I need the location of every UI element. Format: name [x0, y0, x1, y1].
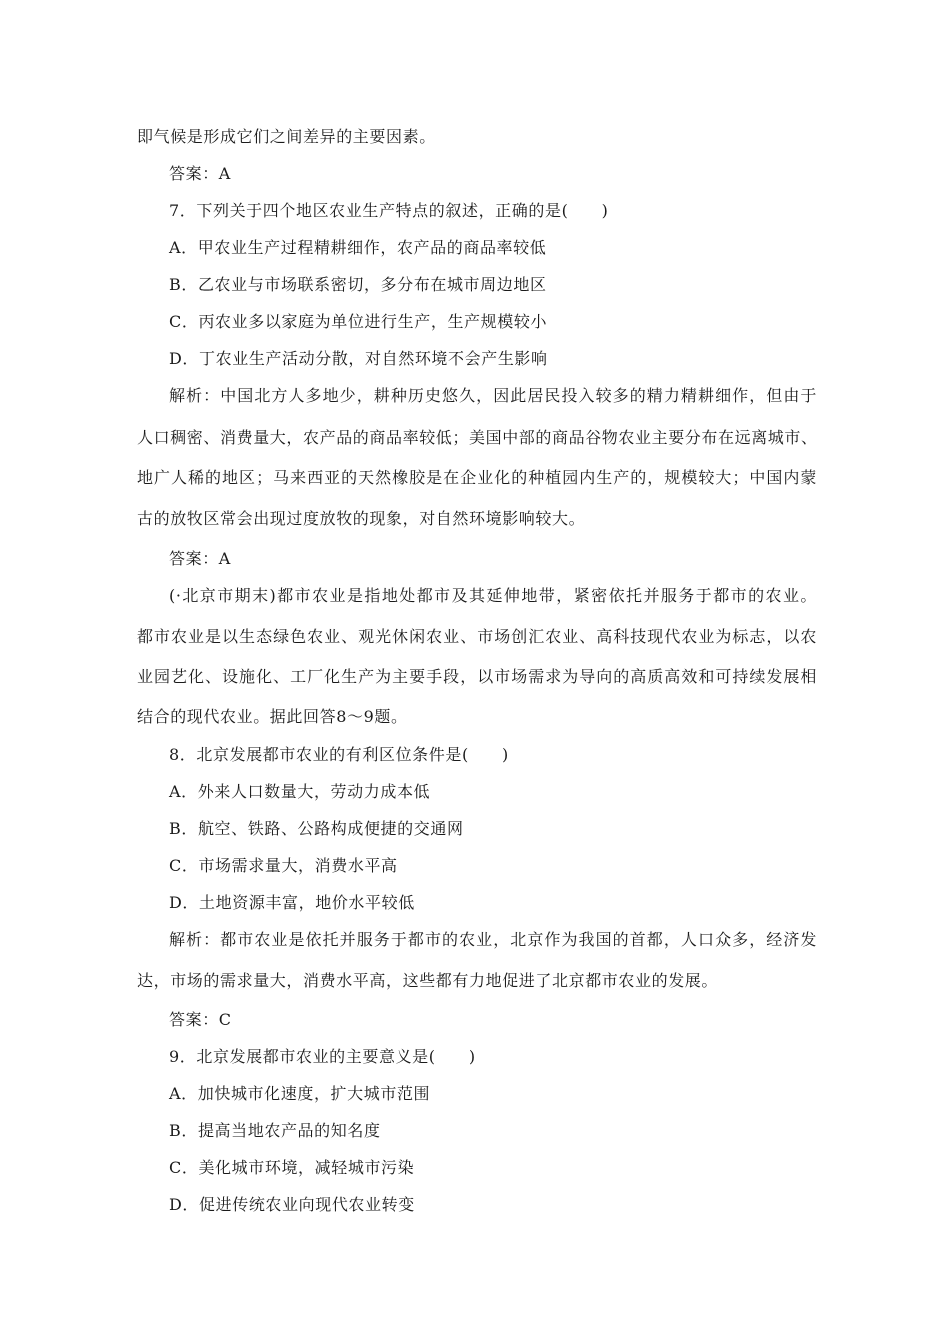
- q9-option-c: C．美化城市环境，减轻城市污染: [169, 1158, 415, 1177]
- passage-line-1: (·北京市期末)都市农业是指地处都市及其延伸地带，紧密依托并服务于都市的农业。: [169, 586, 817, 605]
- answer-6: 答案：A: [169, 164, 231, 183]
- q7-option-c: C．丙农业多以家庭为单位进行生产，生产规模较小: [169, 312, 548, 331]
- question-7: 7．下列关于四个地区农业生产特点的叙述，正确的是( ): [169, 201, 609, 220]
- q9-option-b: B．提高当地农产品的知名度: [169, 1121, 381, 1140]
- q7-option-a: A．甲农业生产过程精耕细作，农产品的商品率较低: [169, 238, 547, 257]
- question-9: 9．北京发展都市农业的主要意义是( ): [169, 1047, 476, 1066]
- answer-7: 答案：A: [169, 549, 231, 568]
- q8-option-d: D．土地资源丰富，地价水平较低: [169, 893, 415, 912]
- q7-analysis-line-2: 人口稠密、消费量大，农产品的商品率较低；美国中部的商品谷物农业主要分布在远离城市、: [137, 428, 818, 447]
- text-line-continuation: 即气候是形成它们之间差异的主要因素。: [137, 127, 436, 146]
- q7-option-b: B．乙农业与市场联系密切，多分布在城市周边地区: [169, 275, 547, 294]
- q8-analysis-line-2: 达，市场的需求量大，消费水平高，这些都有力地促进了北京都市农业的发展。: [137, 971, 719, 990]
- q8-option-b: B．航空、铁路、公路构成便捷的交通网: [169, 819, 464, 838]
- q7-option-d: D．丁农业生产活动分散，对自然环境不会产生影响: [169, 349, 548, 368]
- passage-line-4: 结合的现代农业。据此回答8～9题。: [137, 707, 408, 726]
- passage-line-3: 业园艺化、设施化、工厂化生产为主要手段，以市场需求为导向的高质高效和可持续发展相: [137, 667, 817, 686]
- question-8: 8．北京发展都市农业的有利区位条件是( ): [169, 745, 509, 764]
- q7-analysis-line-4: 古的放牧区常会出现过度放牧的现象，对自然环境影响较大。: [137, 509, 586, 528]
- q7-analysis-line-1: 解析：中国北方人多地少，耕种历史悠久，因此居民投入较多的精力精耕细作，但由于: [169, 386, 817, 405]
- q9-option-d: D．促进传统农业向现代农业转变: [169, 1195, 415, 1214]
- answer-8: 答案：C: [169, 1010, 232, 1029]
- q7-analysis-line-3: 地广人稀的地区；马来西亚的天然橡胶是在企业化的种植园内生产的，规模较大；中国内蒙: [137, 468, 817, 487]
- passage-line-2: 都市农业是以生态绿色农业、观光休闲农业、市场创汇农业、高科技现代农业为标志，以农: [137, 627, 817, 646]
- q9-option-a: A．加快城市化速度，扩大城市范围: [169, 1084, 431, 1103]
- q8-option-a: A．外来人口数量大，劳动力成本低: [169, 782, 431, 801]
- q8-analysis-line-1: 解析：都市农业是依托并服务于都市的农业，北京作为我国的首都，人口众多，经济发: [169, 930, 817, 949]
- q8-option-c: C．市场需求量大，消费水平高: [169, 856, 398, 875]
